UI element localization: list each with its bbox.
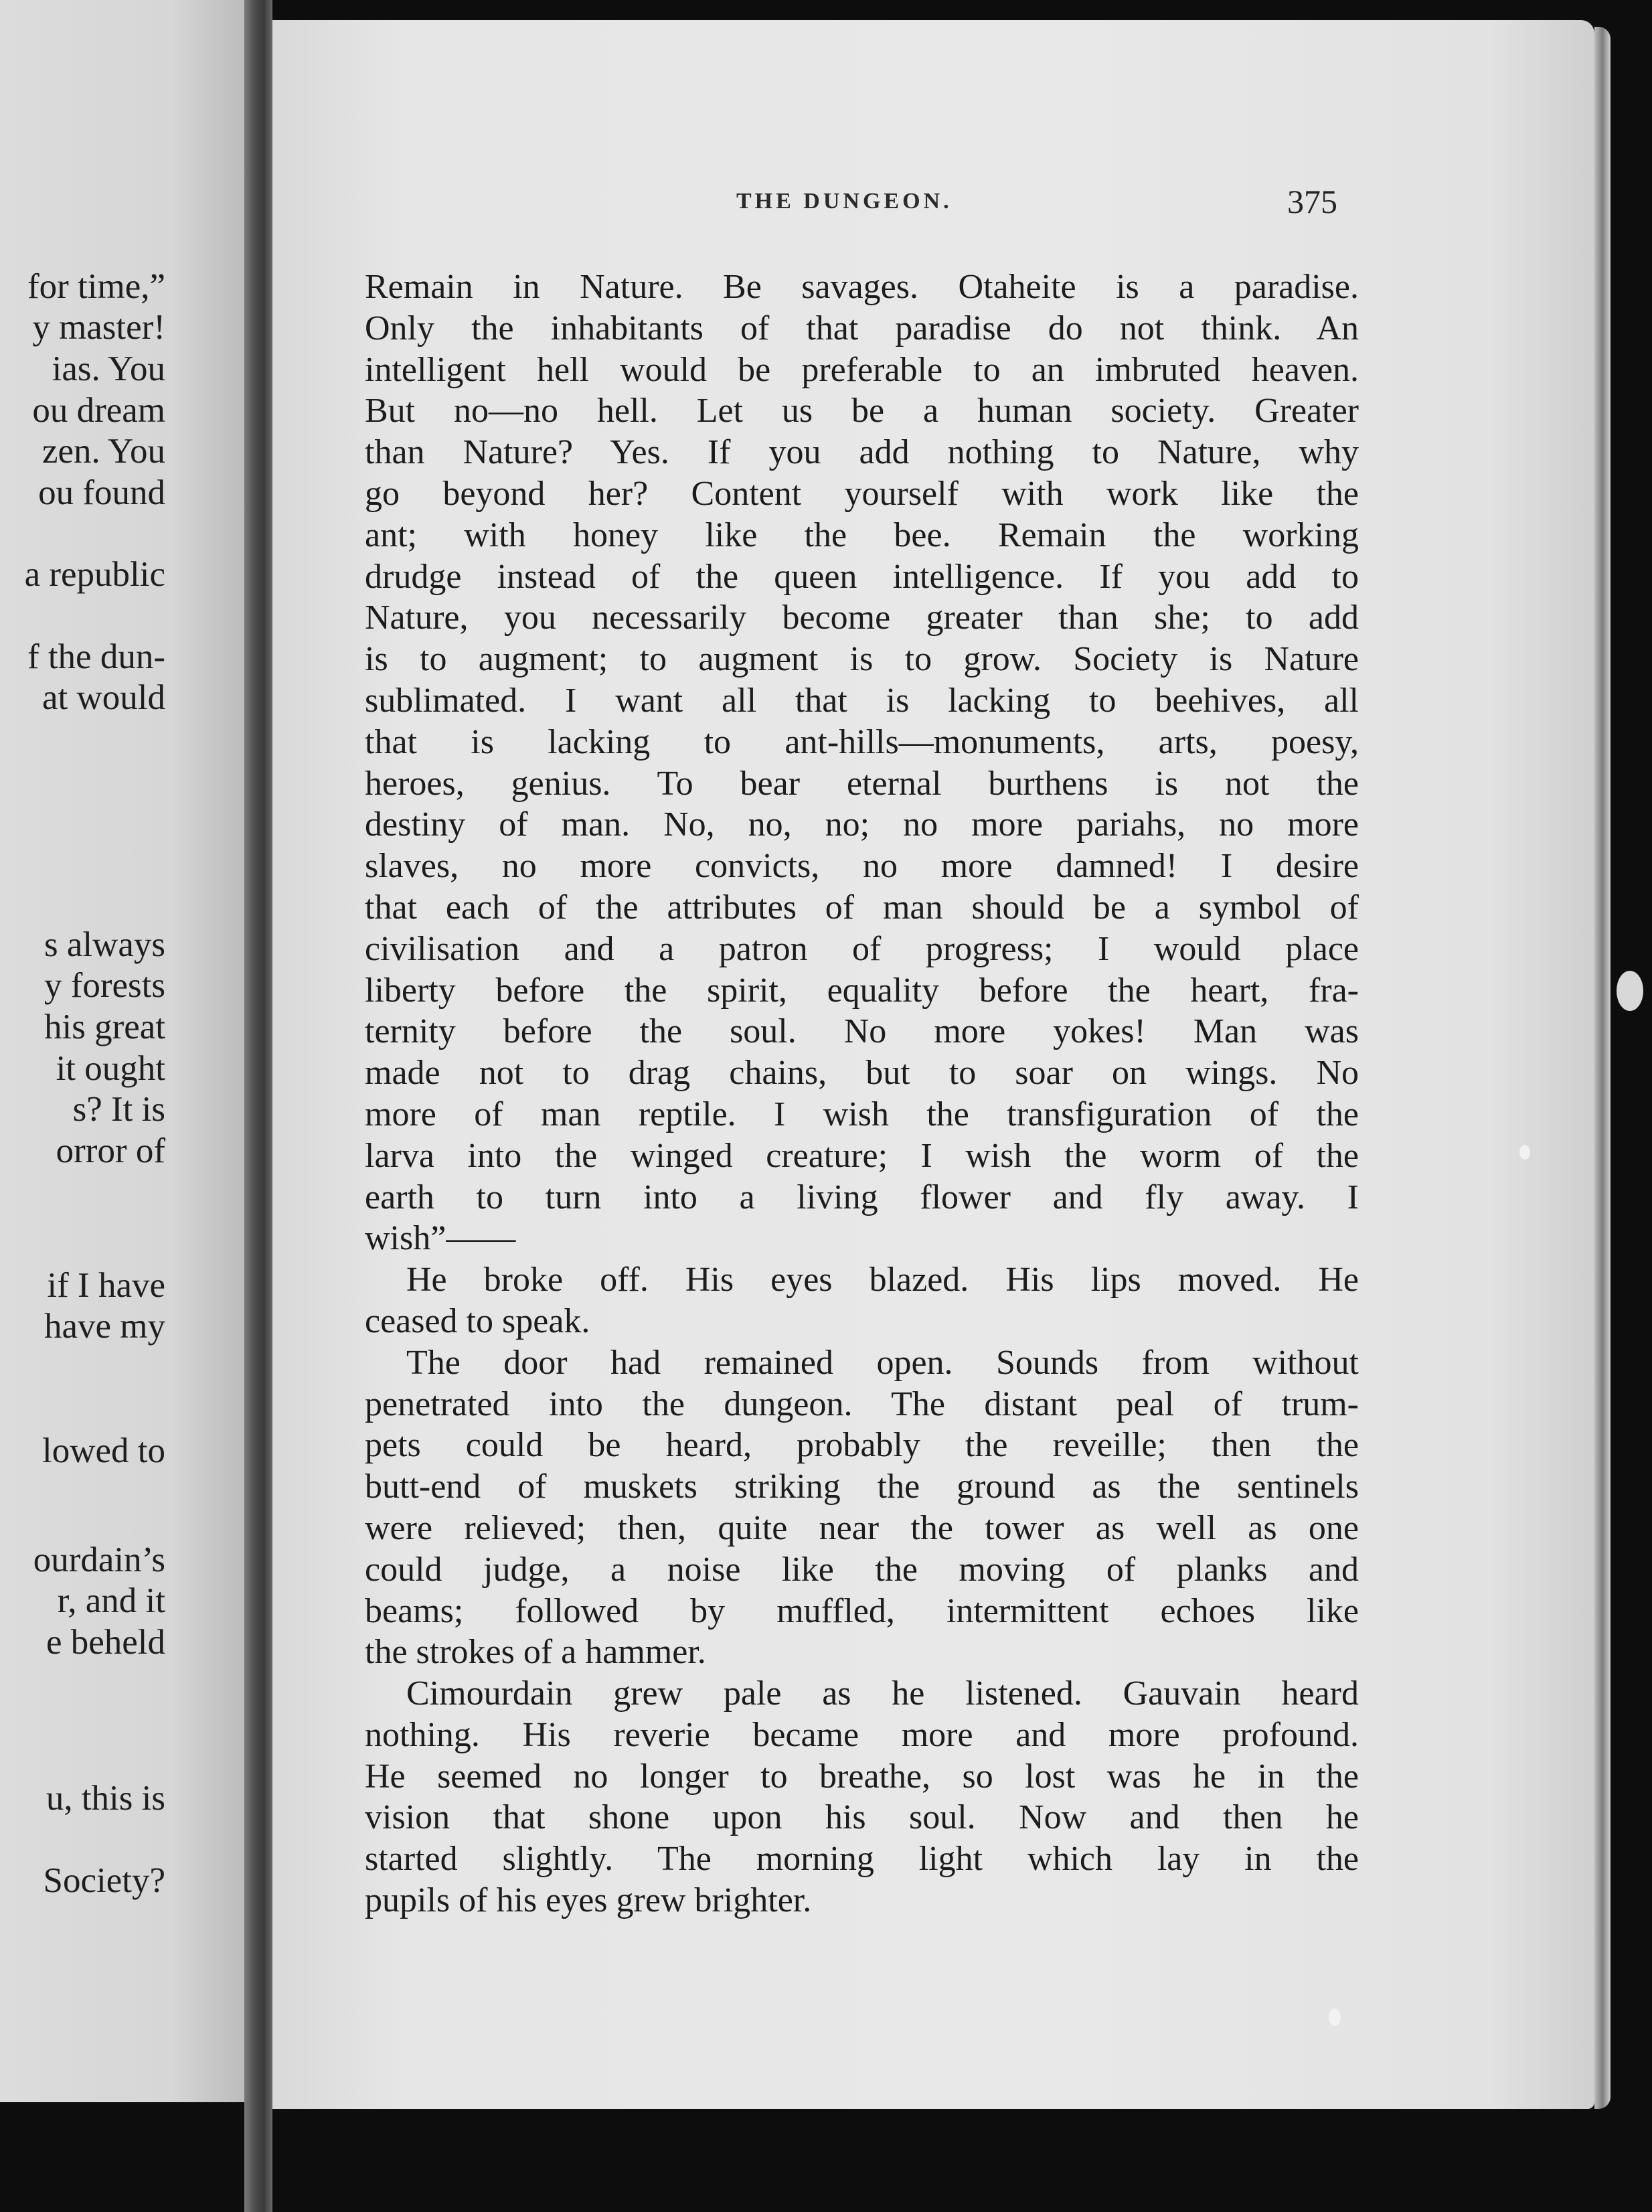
facing-page-line: it ought	[56, 1049, 165, 1088]
text-line: The door had remained open. Sounds from without	[406, 1343, 1359, 1382]
text-line: civilisation and a patron of progress; I would place	[365, 929, 1359, 968]
text-line: than Nature? Yes. If you add nothing to Nature, why	[365, 433, 1359, 472]
facing-page-line: his great	[44, 1008, 165, 1046]
text-line: more of man reptile. I wish the transfiguration of the	[365, 1095, 1359, 1133]
text-line: started slightly. The morning light which lay in the	[365, 1840, 1359, 1879]
text-line: liberty before the spirit, equality before the heart, fra-	[365, 971, 1359, 1010]
text-line: pets could be heard, probably the reveille; then the	[365, 1426, 1359, 1465]
text-line: could judge, a noise like the moving of planks and	[365, 1550, 1359, 1589]
text-line: nothing. His reverie became more and more profound.	[365, 1715, 1359, 1754]
text-line: pupils of his eyes grew brighter.	[365, 1881, 812, 1920]
text-line: ternity before the soul. No more yokes! Man was	[365, 1012, 1359, 1051]
facing-page-line: e beheld	[46, 1623, 165, 1662]
facing-page-line: s? It is	[72, 1090, 165, 1129]
text-line: ceased to speak.	[365, 1301, 590, 1340]
facing-page-line: have my	[44, 1307, 165, 1346]
text-line: He seemed no longer to breathe, so lost was he in the	[365, 1757, 1359, 1796]
facing-page-line: ourdain’s	[33, 1540, 165, 1579]
text-line: Only the inhabitants of that paradise do not think. An	[365, 309, 1359, 347]
text-line: slaves, no more convicts, no more damned! I desire	[365, 847, 1359, 886]
facing-page-line: s always	[44, 925, 165, 964]
text-line: ant; with honey like the bee. Remain the working	[365, 516, 1359, 554]
facing-page-line: u, this is	[46, 1779, 165, 1818]
text-line: that is lacking to ant-hills—monuments, arts, poesy,	[365, 722, 1359, 761]
running-head: THE DUNGEON.	[736, 189, 953, 214]
text-line: sublimated. I want all that is lacking to beehives, all	[365, 681, 1359, 720]
facing-page-line: for time,”	[27, 267, 165, 306]
text-line: heroes, genius. To bear eternal burthens is not the	[365, 764, 1359, 803]
text-line: Remain in Nature. Be savages. Otaheite is a paradise.	[365, 268, 1359, 306]
facing-page-line: r, and it	[57, 1581, 165, 1620]
scan-speck	[1617, 971, 1643, 1011]
text-line: Nature, you necessarily become greater than she; to add	[365, 599, 1359, 637]
text-line: destiny of man. No, no, no; no more pariahs, no more	[365, 805, 1359, 844]
page-number: 375	[1287, 183, 1337, 220]
facing-page-line: ou dream	[32, 391, 165, 430]
text-line: larva into the winged creature; I wish the worm of the	[365, 1136, 1359, 1175]
text-line: that each of the attributes of man should be a symbol of	[365, 888, 1359, 927]
text-line: beams; followed by muffled, intermittent echoes like	[365, 1591, 1359, 1630]
facing-page-line: ias. You	[52, 349, 165, 388]
facing-page-line: if I have	[47, 1266, 165, 1305]
facing-page-line: a republic	[24, 555, 165, 594]
facing-page-line: y master!	[32, 308, 165, 347]
text-line: Cimourdain grew pale as he listened. Gauvain heard	[406, 1674, 1359, 1713]
text-line: vision that shone upon his soul. Now and then he	[365, 1798, 1359, 1837]
facing-page-line: Society?	[43, 1861, 165, 1900]
facing-page-line: zen. You	[42, 432, 165, 471]
text-line: drudge instead of the queen intelligence. If you add to	[365, 557, 1359, 596]
facing-page-line: ou found	[38, 473, 165, 512]
text-line: were relieved; then, quite near the tower as well as one	[365, 1508, 1359, 1547]
text-line: the strokes of a hammer.	[365, 1633, 706, 1672]
facing-page-line: orror of	[56, 1131, 165, 1170]
text-line: made not to drag chains, but to soar on wings. No	[365, 1054, 1359, 1093]
facing-page-line: y forests	[44, 966, 165, 1005]
facing-page-line: f the dun-	[27, 637, 165, 676]
facing-page	[0, 0, 244, 2102]
facing-page-line: at would	[42, 678, 165, 717]
text-line: intelligent hell would be preferable to an imbruted heaven.	[365, 350, 1359, 389]
book-gutter	[244, 0, 272, 2212]
facing-page-line: lowed to	[42, 1431, 165, 1470]
page-edge	[1594, 27, 1610, 2109]
scan-speck	[1329, 2008, 1341, 2026]
text-line: But no—no hell. Let us be a human society. Greater	[365, 392, 1359, 430]
text-line: is to augment; to augment is to grow. Society is Nature	[365, 640, 1359, 679]
text-line: wish”——	[365, 1219, 516, 1258]
scan-speck	[1519, 1145, 1530, 1160]
text-line: penetrated into the dungeon. The distant peal of trum-	[365, 1385, 1359, 1423]
text-line: go beyond her? Content yourself with work like the	[365, 474, 1359, 513]
body-text	[365, 266, 1359, 1921]
text-line: He broke off. His eyes blazed. His lips moved. He	[406, 1261, 1359, 1299]
text-line: earth to turn into a living flower and fly away. I	[365, 1178, 1359, 1216]
text-line: butt-end of muskets striking the ground as the sentinels	[365, 1468, 1359, 1506]
